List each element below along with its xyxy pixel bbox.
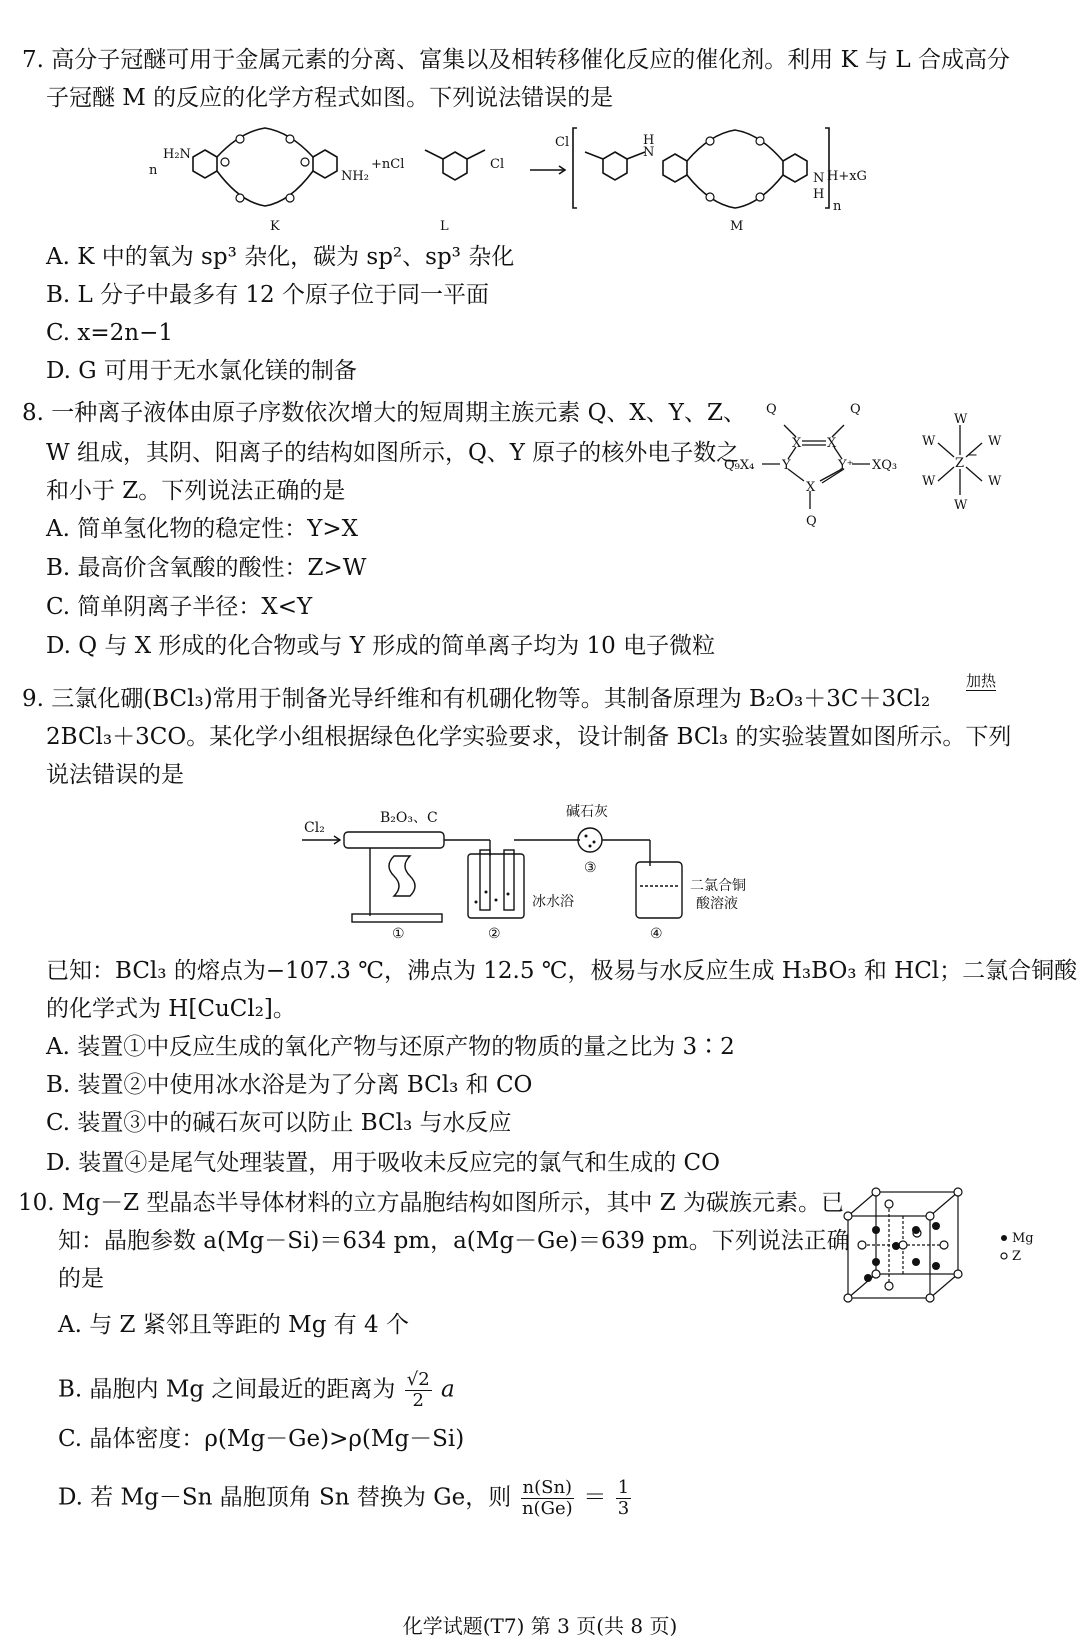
q8-ion-structure-figure <box>722 395 1022 545</box>
q10-option-d <box>58 1478 633 1519</box>
q8-q-bottom: Q <box>806 514 817 529</box>
q9-soda-lime-label: 碱石灰 <box>566 804 608 820</box>
q9-apparatus-2: ② <box>488 926 501 942</box>
q8-z: Z <box>955 456 965 471</box>
m-chloride: Cl <box>555 135 570 150</box>
q9-option-b: B. 装置②中使用冰水浴是为了分离 BCl₃ 和 CO <box>46 1072 533 1098</box>
q8-stem-line2: W 组成，其阴、阳离子的结构如图所示，Q、Y 原子的核外电子数之 <box>46 440 740 466</box>
q8-y-plus: Y⁺ <box>838 458 854 473</box>
q9-solution-label-1: 二氯合铜 <box>690 878 746 894</box>
q9-apparatus-3: ③ <box>584 860 597 876</box>
label-k: K <box>270 219 280 234</box>
q9-known-line2: 的化学式为 H[CuCl₂]。 <box>46 996 296 1022</box>
q8-x-left: X <box>792 436 802 451</box>
q10-option-b-numerator: √2 <box>406 1369 430 1390</box>
q9-stem-line2: 2BCl₃＋3CO。某化学小组根据绿色化学实验要求，设计制备 BCl₃ 的实验装置如图所示。下列 <box>46 724 1012 750</box>
q10-option-b-fraction <box>405 1370 432 1411</box>
q8-w-bottom: W <box>954 498 968 513</box>
q8-y: Y <box>782 458 791 473</box>
q8-option-c: C. 简单阴离子半径：X<Y <box>46 594 313 620</box>
q9-reagents-label: B₂O₃、C <box>380 810 438 826</box>
q10-option-d-fraction-2 <box>616 1478 631 1519</box>
q7-option-a: A. K 中的氧为 sp³ 杂化，碳为 sp²、sp³ 杂化 <box>46 244 515 270</box>
q7-reaction-figure <box>145 122 905 240</box>
q10-option-d-text: D. 若 Mg－Sn 晶胞顶角 Sn 替换为 Ge，则 <box>58 1484 512 1511</box>
q9-ice-bath-label: 冰水浴 <box>532 894 574 910</box>
q8-right-group: XQ₃ <box>872 458 898 473</box>
m-nh-h: H <box>643 133 655 148</box>
k-coefficient: n <box>149 163 158 178</box>
q8-stem-line1: 8. 一种离子液体由原子序数依次增大的短周期主族元素 Q、X、Y、Z、 <box>22 400 746 426</box>
q9-stem-line1: 9. 三氯化硼(BCl₃)常用于制备光导纤维和有机硼化物等。其制备原理为 B₂O₃＋3C＋3Cl₂ <box>22 686 931 712</box>
q10-option-d-numerator-2: 1 <box>617 1477 630 1498</box>
q8-x-right: X <box>827 436 837 451</box>
q10-option-d-denominator-2: 3 <box>617 1498 630 1519</box>
q10-crystal-cell-figure <box>840 1186 1040 1306</box>
q8-w-lower-left: W <box>922 474 936 489</box>
m-tail: H+xG <box>827 169 867 184</box>
q7-option-d: D. G 可用于无水氯化镁的制备 <box>46 358 357 384</box>
q8-q-top-right: Q <box>850 402 861 417</box>
q8-option-d: D. Q 与 X 形成的化合物或与 Y 形成的简单离子均为 10 电子微粒 <box>46 633 716 659</box>
q10-option-b <box>58 1370 455 1411</box>
label-m: M <box>730 219 744 234</box>
q8-option-b: B. 最高价含氧酸的酸性：Z>W <box>46 555 367 581</box>
q10-option-b-text: B. 晶胞内 Mg 之间最近的距离为 <box>58 1376 396 1403</box>
q8-w-lower-right: W <box>988 474 1002 489</box>
q9-option-d: D. 装置④是尾气处理装置，用于吸收未反应完的氯气和生成的 CO <box>46 1150 721 1176</box>
m-nh-n: N <box>643 145 655 160</box>
q10-option-d-fraction <box>521 1478 575 1519</box>
q8-q-top-left: Q <box>766 402 777 417</box>
q10-legend-mg: Mg <box>1012 1231 1034 1246</box>
q10-stem-line2: 知：晶胞参数 a(Mg－Si)＝634 pm，a(Mg－Ge)＝639 pm。下列说法正确 <box>58 1228 850 1254</box>
q8-w-upper-left: W <box>922 434 936 449</box>
q9-stem-line3: 说法错误的是 <box>46 762 184 788</box>
q10-option-a: A. 与 Z 紧邻且等距的 Mg 有 4 个 <box>58 1312 409 1338</box>
q9-apparatus-1: ① <box>392 926 405 942</box>
q10-option-d-equals: ＝ <box>583 1484 607 1511</box>
q8-x-bottom: X <box>806 480 816 495</box>
q9-cl2-label: Cl₂ <box>304 820 325 836</box>
q10-option-b-denominator: 2 <box>412 1390 424 1411</box>
q7-option-c: C. x=2n−1 <box>46 320 173 346</box>
plus-n-l: +nCl <box>371 157 405 172</box>
q9-option-c: C. 装置③中的碱石灰可以防止 BCl₃ 与水反应 <box>46 1110 512 1136</box>
q10-option-c: C. 晶体密度：ρ(Mg－Ge)>ρ(Mg－Si) <box>58 1426 465 1452</box>
q10-option-d-denominator: n(Ge) <box>521 1498 573 1519</box>
q8-w-upper-right: W <box>988 434 1002 449</box>
q9-option-a: A. 装置①中反应生成的氧化产物与还原产物的物质的量之比为 3∶2 <box>46 1034 735 1060</box>
m-end-n: N <box>813 171 825 186</box>
q8-z-charge: − <box>967 448 978 463</box>
q7-option-b: B. L 分子中最多有 12 个原子位于同一平面 <box>46 282 489 308</box>
q9-known-line1: 已知：BCl₃ 的熔点为−107.3 ℃，沸点为 12.5 ℃，极易与水反应生成 H₃BO₃ 和 HCl；二氯合铜酸 <box>46 958 1078 984</box>
m-end-h: H <box>813 187 825 202</box>
q10-option-d-numerator: n(Sn) <box>522 1477 573 1498</box>
k-amine-right: NH₂ <box>341 169 369 184</box>
q10-stem-line3: 的是 <box>58 1266 104 1292</box>
q8-left-group: Q₉X₄ <box>724 458 755 473</box>
q7-stem-line2: 子冠醚 M 的反应的化学方程式如图。下列说法错误的是 <box>46 85 614 111</box>
l-chloride: Cl <box>490 157 505 172</box>
q8-w-top: W <box>954 412 968 427</box>
q9-solution-label-2: 酸溶液 <box>696 896 738 912</box>
m-subscript-n: n <box>833 199 842 214</box>
k-amine-left: H₂N <box>163 147 191 162</box>
q9-apparatus-4: ④ <box>650 926 663 942</box>
q8-stem-line3: 和小于 Z。下列说法正确的是 <box>46 478 346 504</box>
q10-option-b-variable: a <box>440 1376 455 1403</box>
q9-apparatus-figure <box>300 796 790 946</box>
q8-option-a: A. 简单氢化物的稳定性：Y>X <box>46 516 359 542</box>
label-l: L <box>440 219 449 234</box>
q10-legend-z: Z <box>1012 1249 1022 1264</box>
q7-stem-line1: 7. 高分子冠醚可用于金属元素的分离、富集以及相转移催化反应的催化剂。利用 K 与 L 合成高分 <box>22 47 1010 73</box>
page-footer: 化学试题(T7) 第 3 页(共 8 页) <box>402 1614 678 1638</box>
q9-heat-condition: 加热 <box>966 672 997 690</box>
q10-stem-line1: 10. Mg－Z 型晶态半导体材料的立方晶胞结构如图所示，其中 Z 为碳族元素。已 <box>18 1190 845 1216</box>
